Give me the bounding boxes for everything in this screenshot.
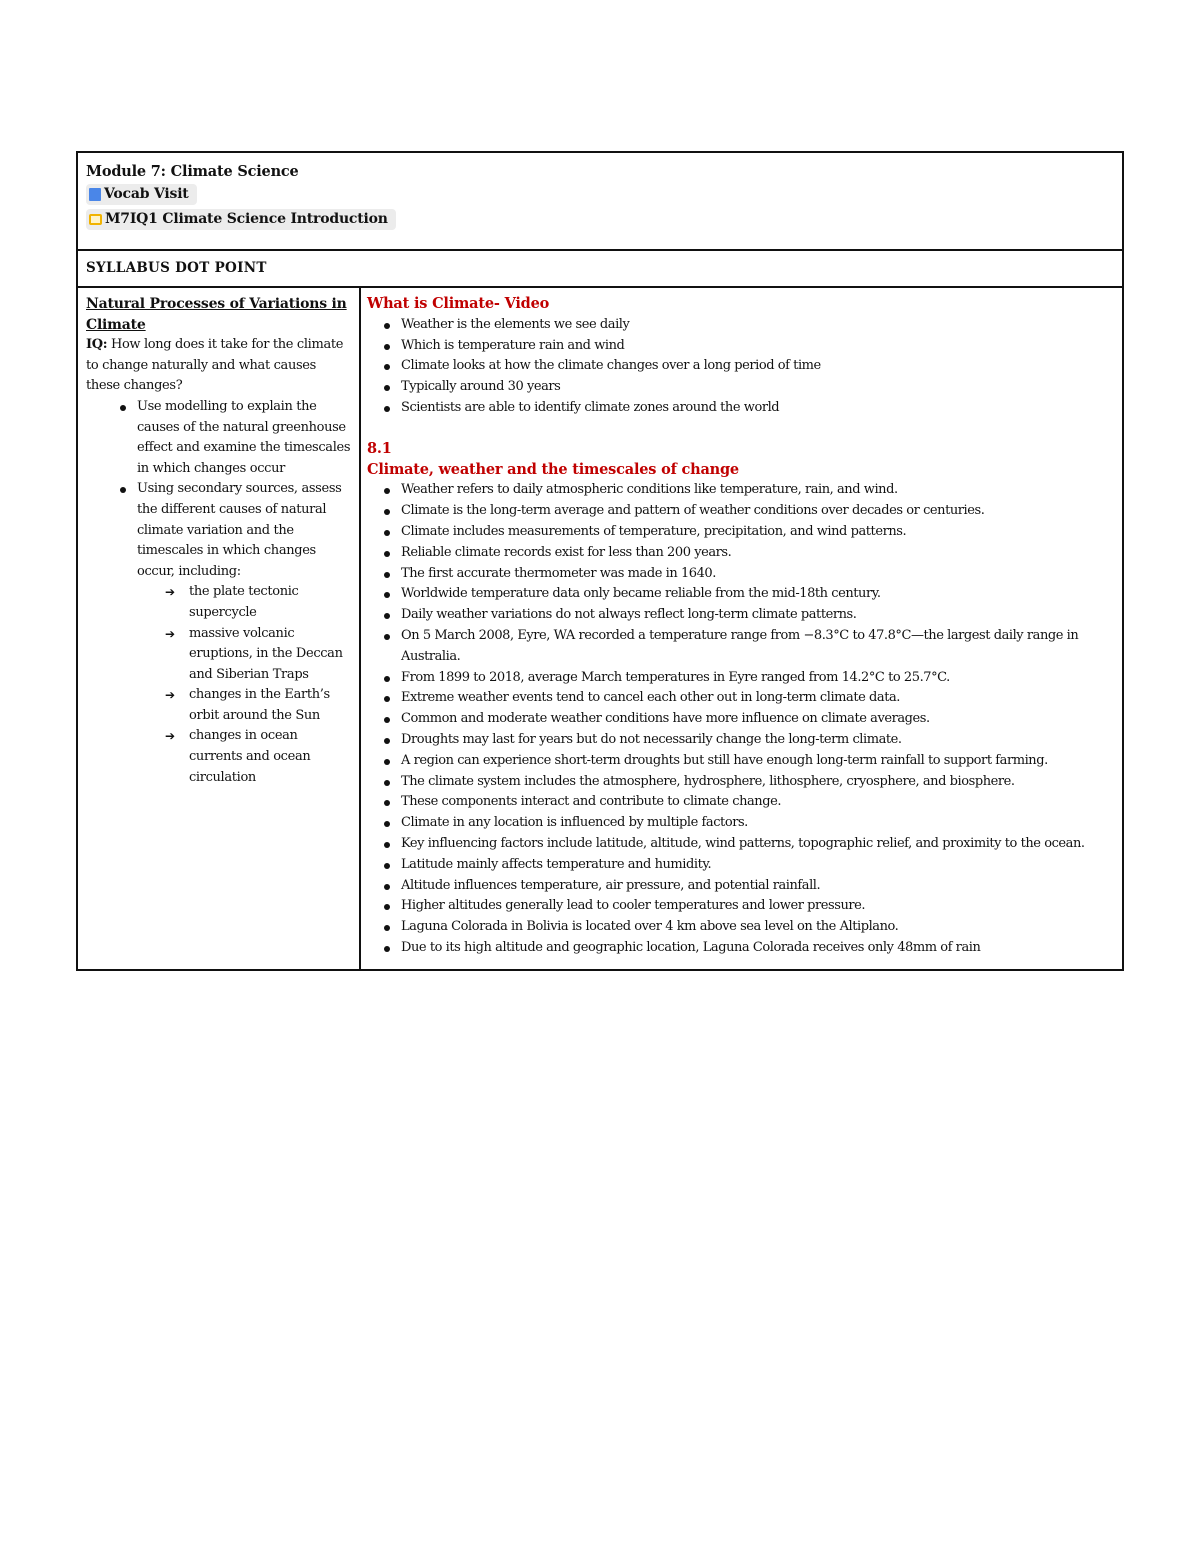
module-header-cell (77, 152, 1123, 250)
syllabus-table (76, 151, 1124, 971)
doc-yellow-icon (89, 214, 102, 225)
iq-text: How long does it take for the climate to change naturally and what causes these changes? (86, 337, 344, 394)
list-item: Reliable climate records exist for less than 200 years. (401, 543, 1116, 564)
video-heading: What is Climate- Video (367, 295, 550, 312)
iq-label: IQ: (86, 337, 108, 353)
list-item-text: Using secondary sources, assess the different causes of natural climate variation and the timescales in which changes occur, including: (137, 481, 342, 579)
inquiry-question (86, 335, 351, 397)
list-item: Climate is the long-term average and pattern of weather conditions over decades or centuries. (401, 501, 1116, 522)
section-number: 8.1 (367, 439, 392, 457)
list-item: ➔ changes in ocean currents and ocean circulation (189, 726, 351, 788)
list-item: Droughts may last for years but do not necessarily change the long-term climate. (401, 730, 1116, 751)
video-points-list (367, 315, 1116, 419)
list-item: Due to its high altitude and geographic location, Laguna Colorada receives only 48mm of rain (401, 938, 1116, 959)
list-item: Scientists are able to identify climate zones around the world (401, 398, 1116, 419)
left-bullet-list (86, 397, 351, 788)
list-item: A region can experience short-term droughts but still have enough long-term rainfall to support farming. (401, 751, 1116, 772)
doc-blue-icon (89, 188, 101, 201)
module-title: Module 7: Climate Science (86, 163, 299, 180)
vocab-visit-chip[interactable] (86, 184, 197, 205)
section-points-list (367, 480, 1116, 958)
list-item: Typically around 30 years (401, 377, 1116, 398)
list-item: On 5 March 2008, Eyre, WA recorded a temperature range from −8.3°C to 47.8°C—the largest daily range in Australia. (401, 626, 1116, 668)
list-item: Key influencing factors include latitude, altitude, wind patterns, topographic relief, and proximity to the ocean. (401, 834, 1116, 855)
m7iq1-intro-chip[interactable] (86, 209, 396, 230)
list-item: Use modelling to explain the causes of the natural greenhouse effect and examine the timescales in which changes occur (137, 397, 351, 479)
list-item: Extreme weather events tend to cancel each other out in long-term climate data. (401, 688, 1116, 709)
list-item: Common and moderate weather conditions have more influence on climate averages. (401, 709, 1116, 730)
list-item: Climate looks at how the climate changes over a long period of time (401, 356, 1116, 377)
list-item: Higher altitudes generally lead to cooler temperatures and lower pressure. (401, 896, 1116, 917)
list-item: ➔ massive volcanic eruptions, in the Deccan and Siberian Traps (189, 624, 351, 686)
list-item: Climate includes measurements of temperature, precipitation, and wind patterns. (401, 522, 1116, 543)
left-column-cell (77, 287, 360, 970)
list-item: Weather is the elements we see daily (401, 315, 1116, 336)
list-item: Weather refers to daily atmospheric conditions like temperature, rain, and wind. (401, 480, 1116, 501)
list-item: ➔ the plate tectonic supercycle (189, 582, 351, 623)
list-item (137, 479, 351, 788)
right-column-cell (360, 287, 1123, 970)
list-item: These components interact and contribute to climate change. (401, 792, 1116, 813)
syllabus-dot-point-cell (77, 250, 1123, 287)
list-item: The first accurate thermometer was made in 1640. (401, 564, 1116, 585)
list-item: ➔ changes in the Earth’s orbit around the Sun (189, 685, 351, 726)
syllabus-label: SYLLABUS DOT POINT (86, 260, 267, 276)
m7iq1-intro-label: M7IQ1 Climate Science Introduction (105, 211, 388, 227)
list-item: Altitude influences temperature, air pressure, and potential rainfall. (401, 876, 1116, 897)
list-item: Laguna Colorada in Bolivia is located over 4 km above sea level on the Altiplano. (401, 917, 1116, 938)
left-arrow-list (137, 582, 351, 788)
list-item: Latitude mainly affects temperature and humidity. (401, 855, 1116, 876)
vocab-visit-label: Vocab Visit (104, 186, 189, 202)
list-item: Climate in any location is influenced by multiple factors. (401, 813, 1116, 834)
list-item: Worldwide temperature data only became reliable from the mid-18th century. (401, 584, 1116, 605)
list-item: Which is temperature rain and wind (401, 336, 1116, 357)
list-item: Daily weather variations do not always reflect long-term climate patterns. (401, 605, 1116, 626)
section-title: Climate, weather and the timescales of change (367, 460, 739, 478)
list-item: From 1899 to 2018, average March temperatures in Eyre ranged from 14.2°C to 25.7°C. (401, 668, 1116, 689)
left-heading: Natural Processes of Variations in Climate (86, 296, 347, 333)
list-item: The climate system includes the atmosphere, hydrosphere, lithosphere, cryosphere, and biosphere. (401, 772, 1116, 793)
